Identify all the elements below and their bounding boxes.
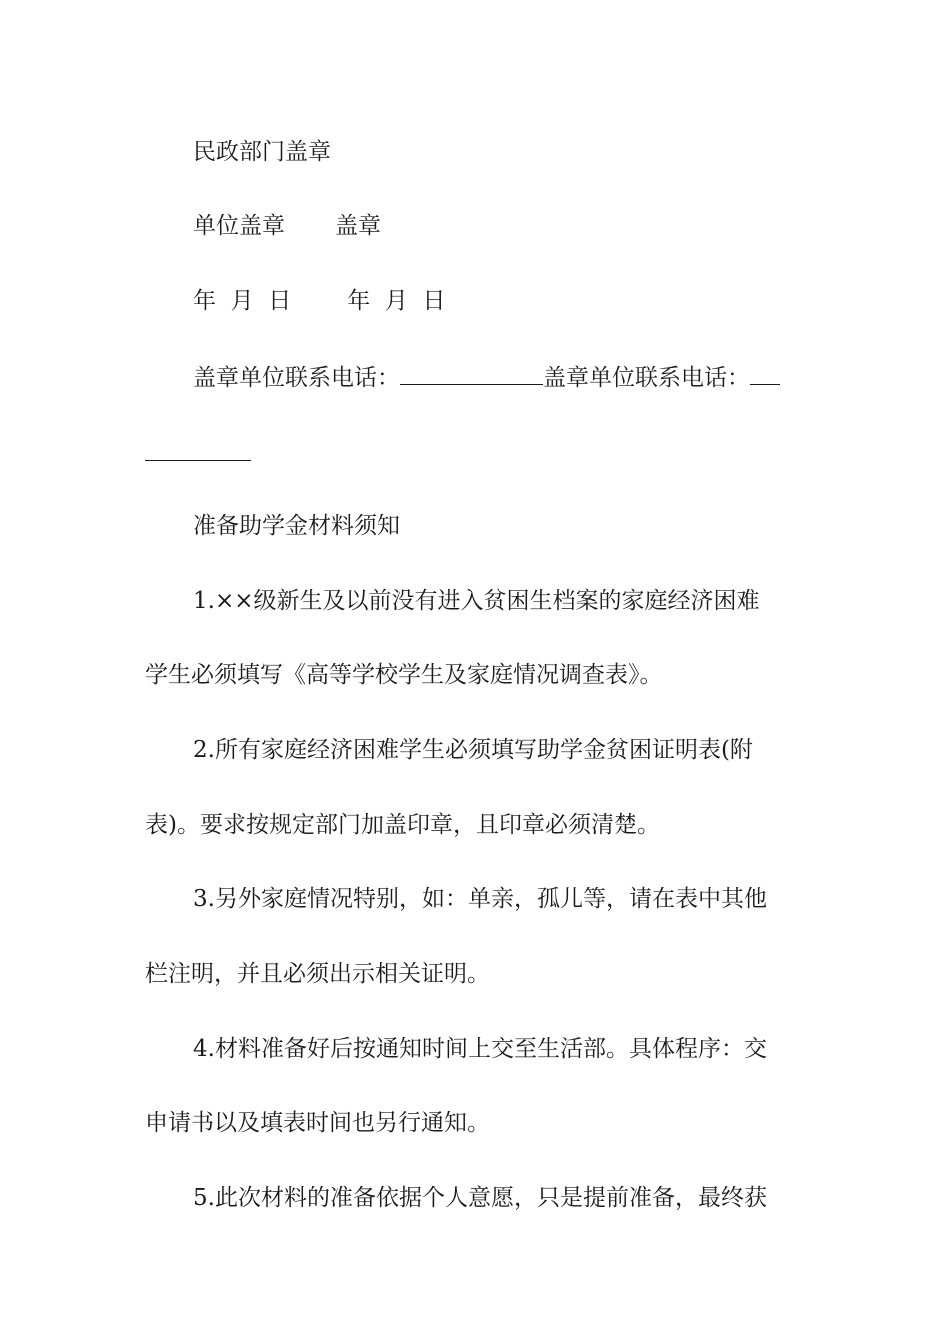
phone-blank-2b <box>145 438 251 461</box>
notice-line-4: 表)。要求按规定部门加盖印章，且印章必须清楚。 <box>145 812 660 838</box>
date-field-1: 年 月 日 <box>193 288 292 314</box>
notice-line-6: 栏注明，并且必须出示相关证明。 <box>145 961 490 987</box>
phone-blank-1 <box>400 362 543 385</box>
notice-line-7: 4.材料准备好后按通知时间上交至生活部。具体程序：交 <box>193 1036 767 1062</box>
notice-title: 准备助学金材料须知 <box>193 513 400 539</box>
stamp-row <box>193 211 381 241</box>
date-field-2: 年 月 日 <box>347 288 446 314</box>
phone-label-1: 盖章单位联系电话： <box>193 365 400 391</box>
stamp-label: 盖章 <box>335 213 381 239</box>
phone-row <box>193 362 780 393</box>
civil-affairs-stamp-label: 民政部门盖章 <box>193 139 331 165</box>
phone-blank-2a <box>750 362 780 385</box>
notice-line-5: 3.另外家庭情况特别，如：单亲，孤儿等，请在表中其他 <box>193 886 767 912</box>
notice-line-9: 5.此次材料的准备依据个人意愿，只是提前准备，最终获 <box>193 1185 767 1211</box>
phone-label-2: 盖章单位联系电话： <box>543 365 750 391</box>
unit-stamp-label: 单位盖章 <box>193 213 285 239</box>
date-row <box>193 286 446 316</box>
notice-line-1: 1.××级新生及以前没有进入贫困生档案的家庭经济困难 <box>193 588 760 614</box>
notice-line-8: 申请书以及填表时间也另行通知。 <box>145 1110 490 1136</box>
notice-line-2: 学生必须填写《高等学校学生及家庭情况调查表》。 <box>145 662 663 688</box>
notice-line-3: 2.所有家庭经济困难学生必须填写助学金贫困证明表(附 <box>193 737 753 763</box>
